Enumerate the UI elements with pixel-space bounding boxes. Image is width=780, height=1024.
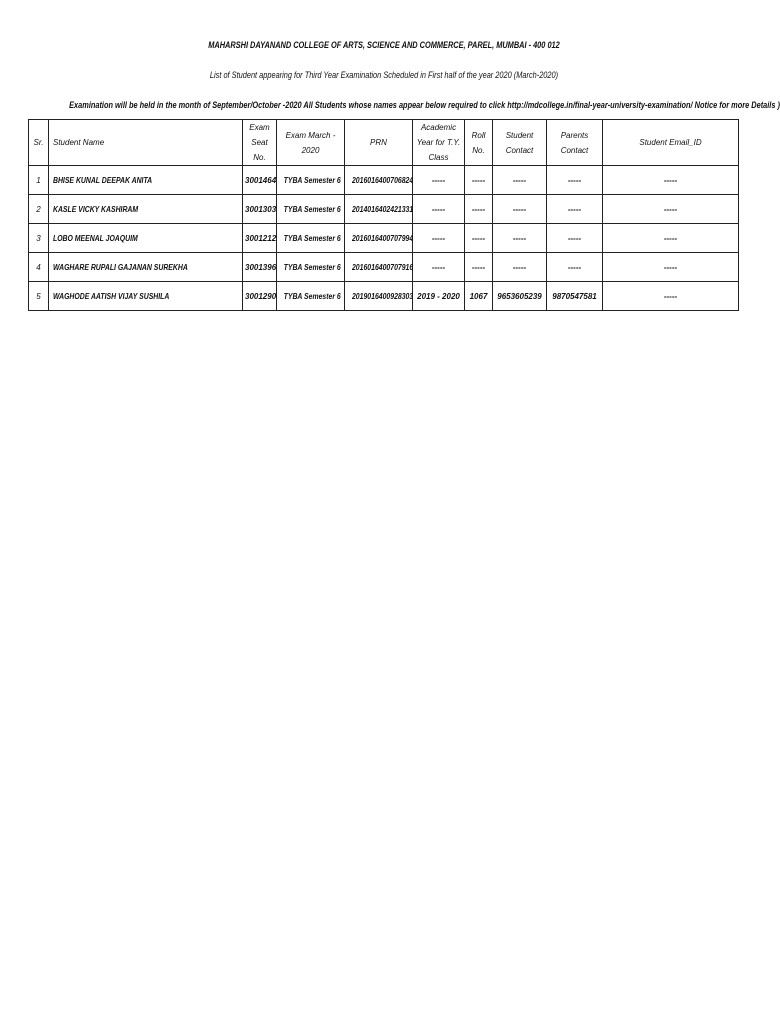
cell-exam-seat-no: 3001290 [243,282,277,311]
column-header-exam-seat-no: Exam Seat No. [243,120,277,166]
cell-student-name [49,195,243,224]
cell-academic-year: ----- [413,224,465,253]
column-header-roll-no: Roll No. [465,120,493,166]
column-header-academic-year: Academic Year for T.Y. Class [413,120,465,166]
cell-sr: 3 [29,224,49,253]
table-row [29,224,739,253]
exam-notice [69,99,780,111]
cell-sr: 5 [29,282,49,311]
cell-roll-no: ----- [465,166,493,195]
column-header-exam-march-2020: Exam March - 2020 [277,120,345,166]
exam-text: TYBA Semester 6 [283,262,341,272]
exam-text: TYBA Semester 6 [283,233,341,243]
cell-parents-contact: 9870547581 [547,282,603,311]
cell-sr: 4 [29,253,49,282]
cell-exam-seat-no: 3001396 [243,253,277,282]
cell-prn [345,253,413,282]
cell-student-contact: ----- [493,224,547,253]
cell-academic-year: ----- [413,166,465,195]
cell-roll-no: ----- [465,253,493,282]
prn-text: 2016016400707994 [351,233,414,243]
cell-roll-no: ----- [465,224,493,253]
college-title: MAHARSHI DAYANAND COLLEGE OF ARTS, SCIENCE AND COMMERCE, PAREL, MUMBAI - 400 012 [208,40,560,50]
cell-student-email: ----- [603,195,739,224]
cell-exam-seat-no: 3001464 [243,166,277,195]
cell-student-contact: 9653605239 [493,282,547,311]
table-row [29,253,739,282]
prn-text: 2014016402421331 [351,204,414,214]
cell-academic-year: ----- [413,195,465,224]
column-header-student-contact: Student Contact [493,120,547,166]
column-header-sr: Sr. [29,120,49,166]
table-row [29,195,739,224]
student-name-text: LOBO MEENAL JOAQUIM [53,233,138,243]
cell-academic-year: ----- [413,253,465,282]
cell-exam [277,195,345,224]
cell-exam [277,282,345,311]
cell-prn [345,282,413,311]
cell-sr: 1 [29,166,49,195]
cell-prn [345,195,413,224]
cell-exam-seat-no: 3001212 [243,224,277,253]
exam-text: TYBA Semester 6 [283,204,341,214]
notice-link-label: Notice [694,100,718,110]
table-row [29,166,739,195]
cell-exam-seat-no: 3001303 [243,195,277,224]
student-name-text: WAGHODE AATISH VIJAY SUSHILA [53,291,170,301]
prn-text: 2016016400707916 [351,262,414,272]
exam-text: TYBA Semester 6 [283,291,341,301]
cell-student-contact: ----- [493,166,547,195]
cell-academic-year: 2019 - 2020 [413,282,465,311]
cell-parents-contact: ----- [547,195,603,224]
cell-exam [277,253,345,282]
cell-student-contact: ----- [493,195,547,224]
exam-text: TYBA Semester 6 [283,175,341,185]
column-header-parents-contact: Parents Contact [547,120,603,166]
cell-student-name [49,282,243,311]
cell-parents-contact: ----- [547,224,603,253]
cell-student-email: ----- [603,282,739,311]
cell-sr: 2 [29,195,49,224]
cell-student-name [49,253,243,282]
cell-student-name [49,166,243,195]
cell-roll-no: ----- [465,195,493,224]
cell-roll-no: 1067 [465,282,493,311]
student-name-text: KASLE VICKY KASHIRAM [53,204,139,214]
column-header-prn: PRN [345,120,413,166]
prn-text: 2016016400706824 [351,175,414,185]
table-row [29,282,739,311]
notice-tail: for more Details ) [719,100,780,110]
cell-student-contact: ----- [493,253,547,282]
cell-parents-contact: ----- [547,166,603,195]
prn-text: 2019016400928303 [351,291,414,301]
cell-parents-contact: ----- [547,253,603,282]
cell-prn [345,166,413,195]
cell-exam [277,224,345,253]
table-header-row [29,120,739,166]
list-subtitle: List of Student appearing for Third Year Examination Scheduled in First half of the year 2020 (March-2020) [209,70,559,80]
cell-prn [345,224,413,253]
cell-student-email: ----- [603,166,739,195]
student-name-text: WAGHARE RUPALI GAJANAN SUREKHA [53,262,188,272]
student-name-text: BHISE KUNAL DEEPAK ANITA [53,175,153,185]
cell-student-email: ----- [603,253,739,282]
cell-student-name [49,224,243,253]
notice-text: Examination will be held in the month of September/October -2020 All Students whose names appear below required to click http://mdcollege.in/final-year-university-examination/ [69,100,693,110]
column-header-student-name: Student Name [49,120,243,166]
column-header-student-email: Student Email_ID [603,120,739,166]
student-table [28,119,739,311]
cell-exam [277,166,345,195]
cell-student-email: ----- [603,224,739,253]
